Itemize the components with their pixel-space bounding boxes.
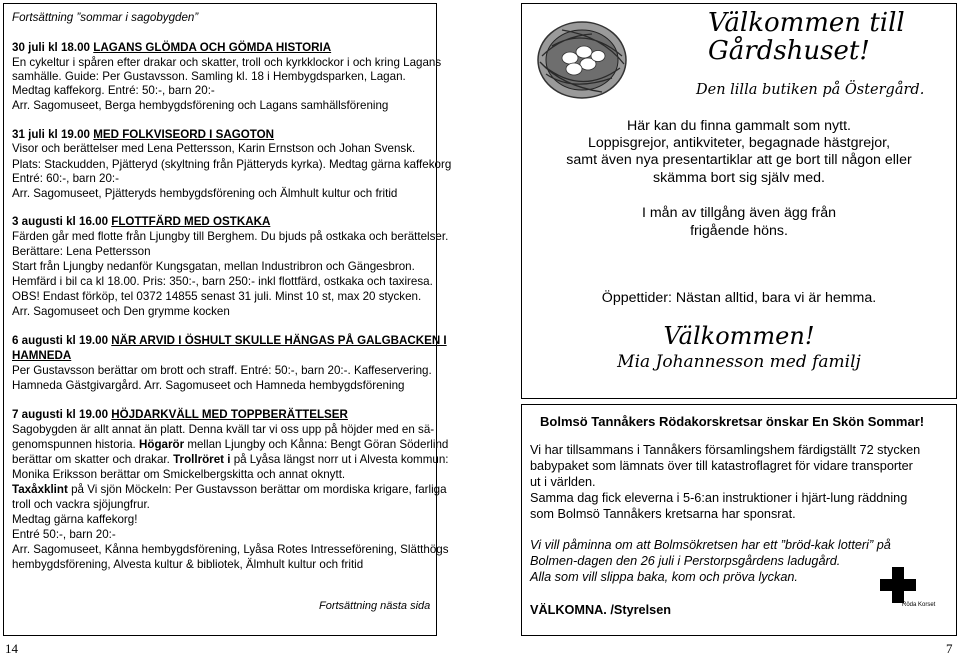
event-line: OBS! Endast förköp, tel 0372 14855 senast 31 juli. Minst 10 st, max 20 stycken. <box>12 290 422 303</box>
event-line: Arr. Sagomuseet och Den grymme kocken <box>12 305 230 318</box>
gardshuset-ad <box>521 3 957 399</box>
page-number-left: 14 <box>5 641 18 655</box>
event-line: Medtag kaffekorg. Entré: 50:-, barn 20:- <box>12 84 215 97</box>
event-line: samhälle. Guide: Per Gustavsson. Samling kl. 18 i Hembygdsparken, Lagan. <box>12 70 406 83</box>
ad-text: samt även nya presentartiklar att ge bort till någon eller <box>566 152 912 168</box>
event-heading: 31 juli kl 19.00 MED FOLKVISEORD I SAGOTON <box>12 128 275 141</box>
ad-text: frigående höns. <box>690 223 788 239</box>
event-line: Arr. Sagomuseet, Pjätteryds hembygdsförening och Älmhult kultur och fritid <box>12 187 398 200</box>
continued-note: Fortsättning nästa sida <box>319 600 431 612</box>
opening-hours: Öppettider: Nästan alltid, bara vi är hemma. <box>601 290 877 306</box>
notice-line: babypaket som lämnats över till katastroflagret för vidare transporter <box>530 459 913 473</box>
ad-text: Här kan du finna gammalt som nytt. <box>627 118 851 134</box>
event-line: En cykeltur i spåren efter drakar och skatter, troll och kyrkklockor i och kring Lagans <box>12 56 442 69</box>
red-cross-notice <box>521 404 957 636</box>
notice-line: som Bolmsö Tannåkers kretsarna har sponsrat. <box>530 507 796 521</box>
red-cross-logo <box>878 565 948 617</box>
lottery-line: Vi vill påminna om att Bolmsökretsen har ett ”bröd-kak lotteri” på <box>530 538 891 552</box>
ad-text: skämma bort sig själv med. <box>653 170 825 186</box>
event-line: Taxåxklint på Vi sjön Möckeln: Per Gustavsson berättar om mordiska krigare, farliga <box>12 483 447 496</box>
event-line: Plats: Stackudden, Pjätteryd (skyltning från Pjätteryds kyrka). Medtag gärna kaffekorg <box>12 158 452 171</box>
event-line: Hemfärd i bil ca kl 18.00. Pris: 350:-, barn 250:- inkl flottfärd, ostkaka och taxiresa. <box>12 275 433 288</box>
event-line: Arr. Sagomuseet, Berga hembygdsförening och Lagans samhällsförening <box>12 99 389 112</box>
event-line: Per Gustavsson berättar om brott och straff. Entré: 50:-, barn 20:-. Kaffeservering. <box>12 364 432 377</box>
event-line: Sagobygden är allt annat än platt. Denna kväll tar vi oss upp på höjder med en sä- <box>12 423 435 436</box>
column-title: Fortsättning ”sommar i sagobygden” <box>12 11 199 24</box>
event-heading-cont: HAMNEDA <box>12 349 72 362</box>
notice-line: Vi har tillsammans i Tannåkers församlingshem färdigställt 72 stycken <box>530 443 921 457</box>
event-line: berättar om skatter och drakar. Trollröret i på Lyåsa längst norr ut i Alvesta kommun: <box>12 453 449 466</box>
event-line: Färden går med flotte från Ljungby till Berghem. Du bjuds på ostkaka och berättelser. <box>12 230 449 243</box>
lottery-line: Bolmen-dagen den 26 juli i Perstorpsgårdens ladugård. <box>530 554 841 568</box>
event-line: genomspunnen historia. Högarör mellan Ljungby och Kånna: Bengt Göran Söderlind <box>12 438 449 451</box>
page-number-right: 7 <box>946 641 953 655</box>
notice-sign: VÄLKOMNA. /Styrelsen <box>530 603 671 617</box>
ad-title-line2: Gårdshuset! <box>708 36 870 66</box>
event-line: Visor och berättelser med Lena Pettersson, Karin Ernstson och Johan Svensk. <box>12 142 416 155</box>
ad-text: I mån av tillgång även ägg från <box>641 205 837 221</box>
event-line: Berättare: Lena Pettersson <box>12 245 151 258</box>
ad-title-line1: Välkommen till <box>708 8 905 38</box>
event-line: Monika Eriksson berättar om Smickelbergskitta och annat oknytt. <box>12 468 346 481</box>
event-line: Entré: 60:-, barn 20:- <box>12 172 119 185</box>
event-heading: 30 juli kl 18.00 LAGANS GLÖMDA OCH GÖMDA HISTORIA <box>12 41 332 54</box>
event-heading: 6 augusti kl 19.00 NÄR ARVID I ÖSHULT SKULLE HÄNGAS PÅ GALGBACKEN I <box>12 334 447 347</box>
ad-subtitle: Den lilla butiken på Östergård. <box>696 82 925 98</box>
event-line: Medtag gärna kaffekorg! <box>12 513 138 526</box>
lottery-line: Alla som vill slippa baka, kom och pröva lyckan. <box>530 570 798 584</box>
welcome-text: Välkommen! <box>663 322 815 350</box>
notice-line: Samma dag fick eleverna i 5-6:an instruktioner i hjärt-lung räddning <box>530 491 908 505</box>
event-line: Entré 50:-, barn 20:- <box>12 528 116 541</box>
notice-line: ut i världen. <box>530 475 596 489</box>
logo-text: Röda Korset <box>902 602 936 608</box>
events-column <box>3 3 452 636</box>
event-heading: 7 augusti kl 19.00 HÖJDARKVÄLL MED TOPPBERÄTTELSER <box>12 408 348 421</box>
cross-icon <box>878 565 918 605</box>
signature: Mia Johannesson med familj <box>617 352 861 372</box>
event-line: Start från Ljungby nedanför Kungsgatan, mellan Industribron och Gängesbron. <box>12 260 415 273</box>
event-line: troll och vackra sjöjungfrur. <box>12 498 150 511</box>
notice-heading: Bolmsö Tannåkers Rödakorskretsar önskar En Skön Sommar! <box>540 414 925 429</box>
event-line: Arr. Sagomuseet, Kånna hembygdsförening, Lyåsa Rotes Intresseförening, Slätthögs <box>12 543 449 556</box>
event-line: hembygdsförening, Alvesta kultur & bibliotek, Älmhult kultur och fritid <box>12 558 364 571</box>
event-heading: 3 augusti kl 16.00 FLOTTFÄRD MED OSTKAKA <box>12 215 271 228</box>
event-line: Hamneda Gästgivargård. Arr. Sagomuseet och Hamneda hembygdsförening <box>12 379 405 392</box>
ad-text: Loppisgrejor, antikviteter, begagnade hästgrejor, <box>587 135 891 151</box>
nest-eggs-icon <box>532 16 632 104</box>
